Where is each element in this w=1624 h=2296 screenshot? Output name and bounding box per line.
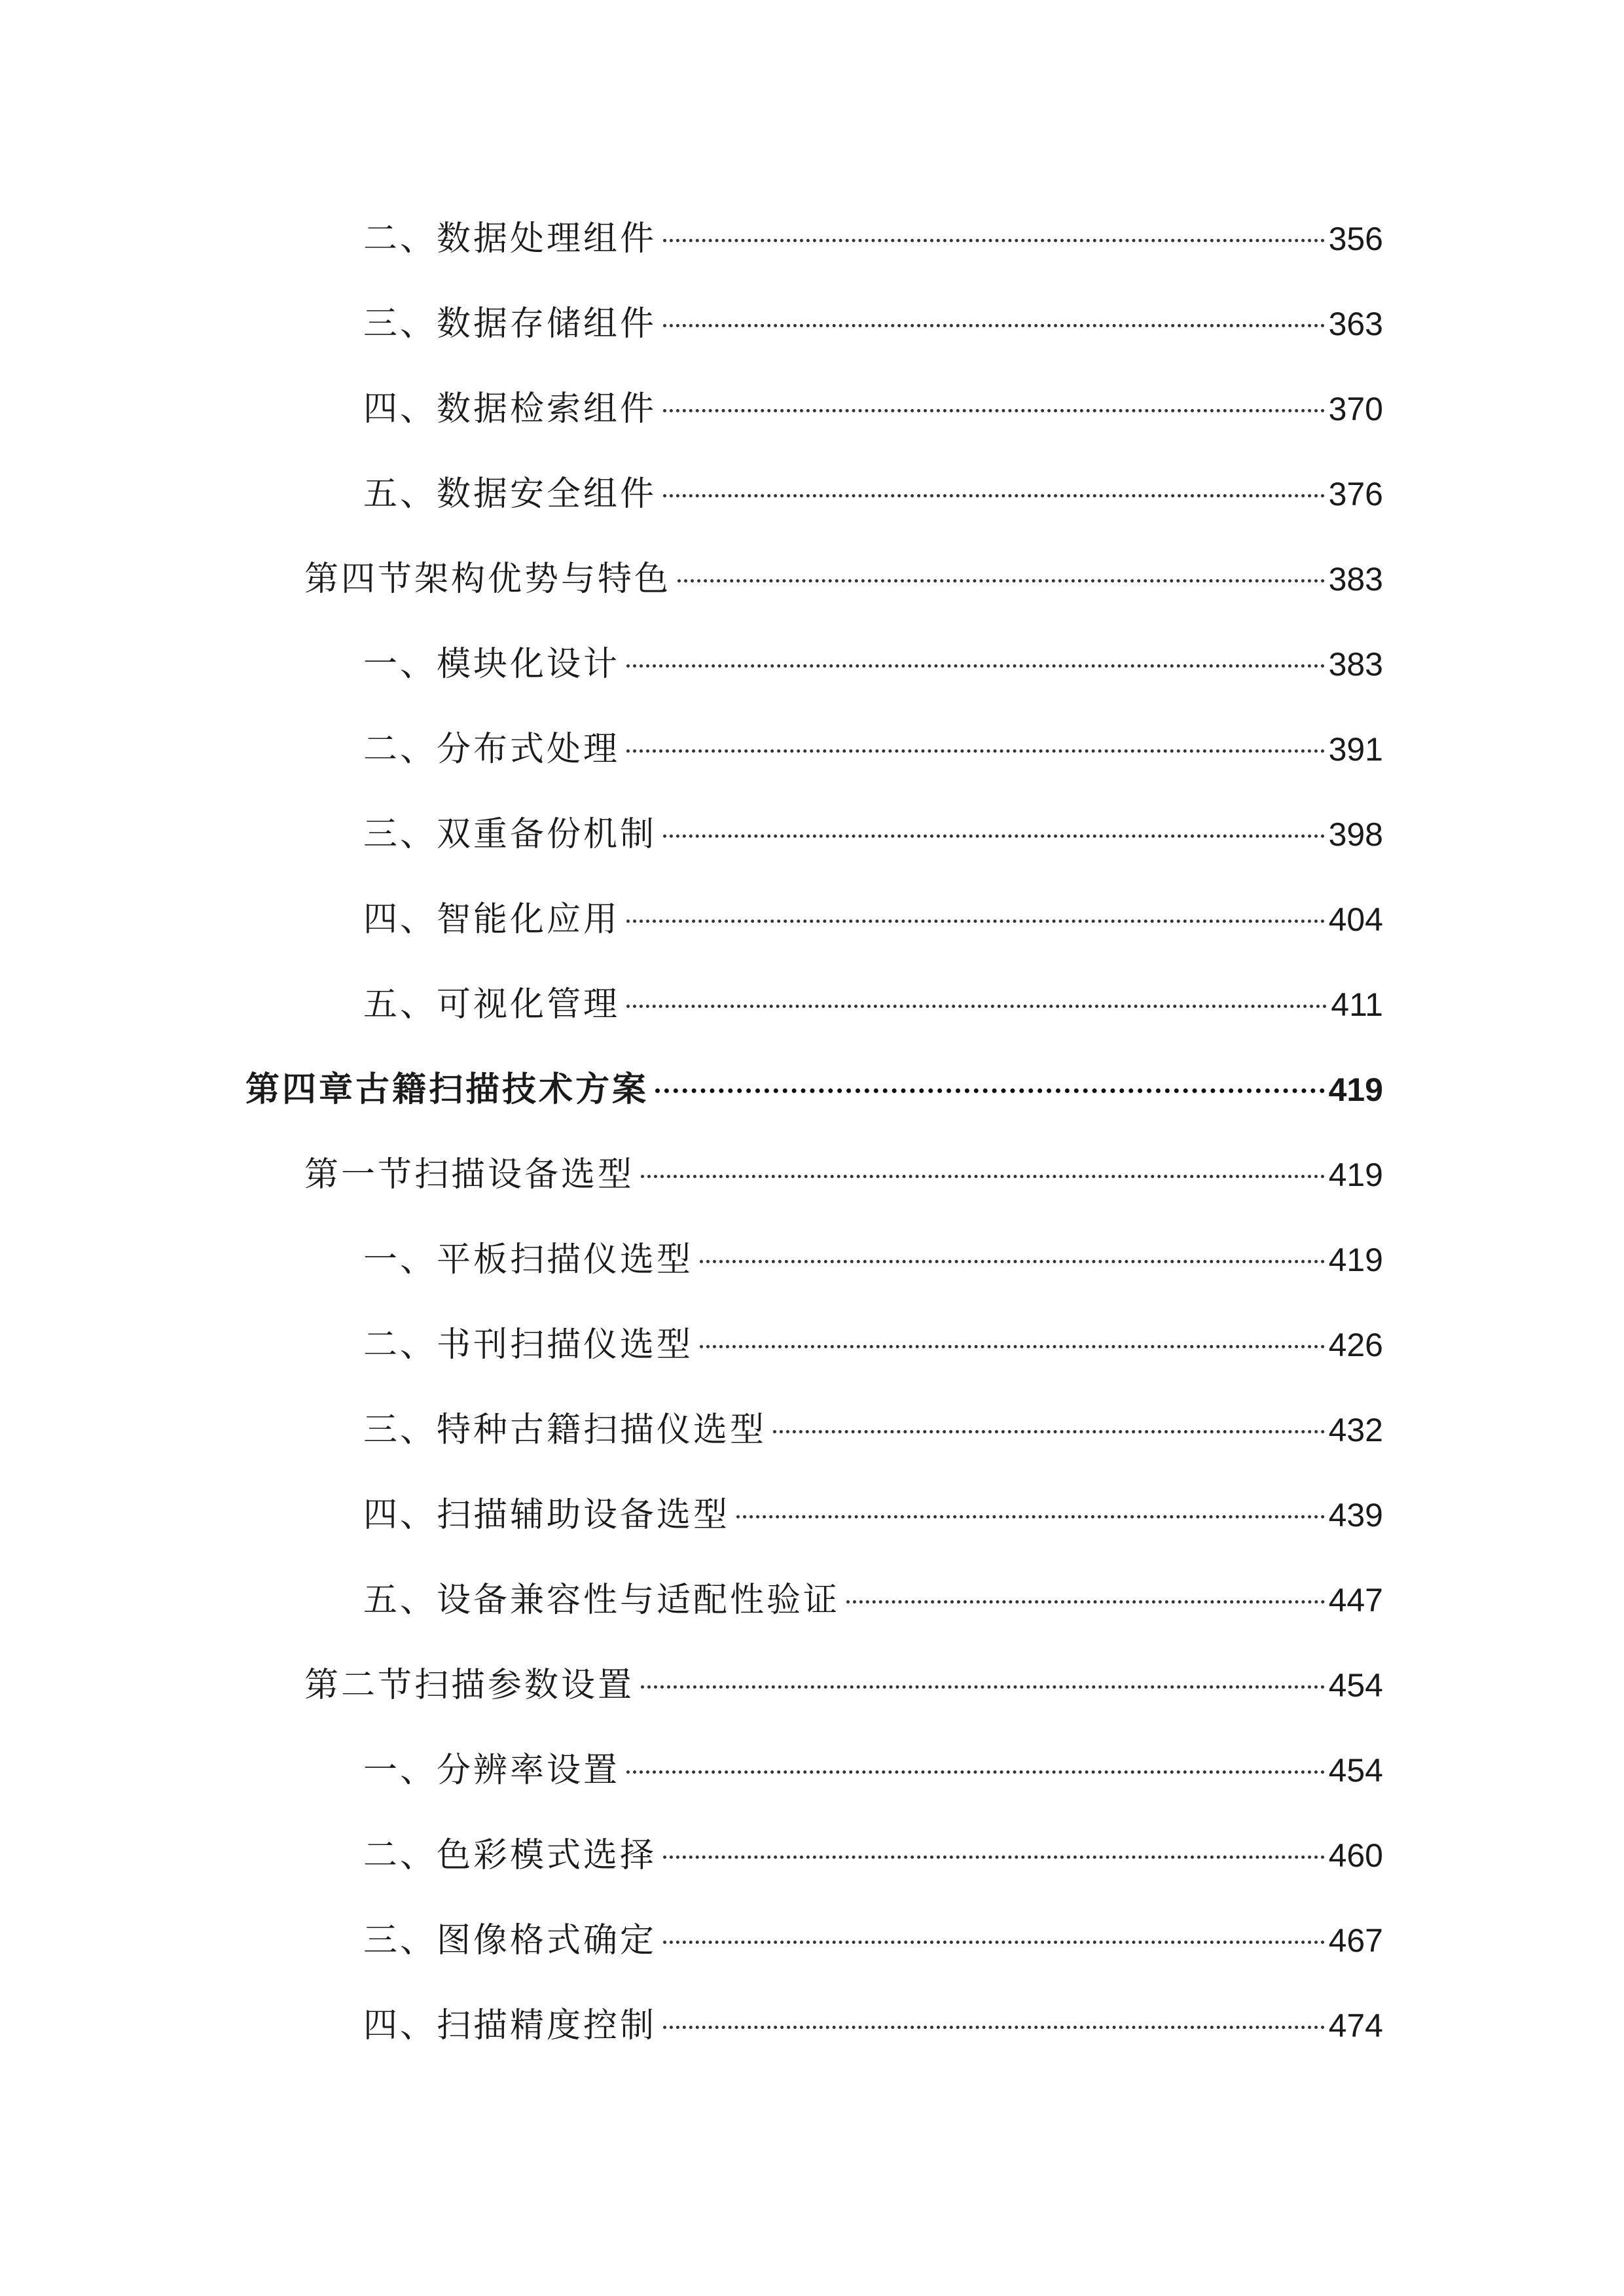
toc-entry-page: 454 [1328, 1667, 1383, 1704]
toc-dot-leader [663, 2026, 1325, 2029]
toc-entry-title: 四、数据检索组件 [363, 389, 657, 429]
toc-entry-title: 三、双重备份机制 [363, 815, 657, 854]
toc-entry-page: 383 [1328, 561, 1383, 598]
toc-dot-leader [655, 1088, 1325, 1093]
toc-entry-title: 三、特种古籍扫描仪选型 [363, 1410, 767, 1450]
toc-entry[interactable] [363, 1914, 1383, 1967]
toc-entry-page: 426 [1328, 1327, 1383, 1363]
toc-entry[interactable] [363, 468, 1383, 520]
toc-entry[interactable] [363, 298, 1383, 350]
toc-entry-title: 三、数据存储组件 [363, 304, 657, 344]
toc-entry-title: 二、分布式处理 [363, 730, 621, 769]
toc-entry-title: 二、书刊扫描仪选型 [363, 1325, 694, 1365]
toc-entry-title: 三、图像格式确定 [363, 1921, 657, 1960]
toc-dot-leader [626, 749, 1325, 753]
toc-entry-page: 474 [1328, 2007, 1383, 2044]
toc-entry-title: 四、扫描辅助设备选型 [363, 1496, 731, 1535]
toc-entry[interactable] [363, 1234, 1383, 1286]
toc-entry-title: 五、设备兼容性与适配性验证 [363, 1581, 840, 1620]
toc-entry[interactable] [363, 723, 1383, 776]
toc-dot-leader [773, 1430, 1325, 1433]
toc-dot-leader [846, 1600, 1325, 1604]
toc-entry-title: 第一节扫描设备选型 [304, 1155, 635, 1194]
toc-section-entry[interactable] [304, 1149, 1383, 1201]
toc-dot-leader [663, 409, 1325, 412]
toc-entry-page: 432 [1328, 1412, 1383, 1448]
toc-dot-leader [626, 920, 1325, 923]
toc-entry-page: 370 [1328, 391, 1383, 427]
toc-entry-title: 第四章古籍扫描技术方案 [245, 1069, 649, 1109]
toc-section-entry[interactable] [304, 1659, 1383, 1712]
toc-entry[interactable] [363, 893, 1383, 946]
toc-entry-page: 391 [1328, 731, 1383, 768]
toc-dot-leader [626, 664, 1325, 668]
toc-dot-leader [663, 239, 1325, 242]
toc-entry-page: 439 [1328, 1497, 1383, 1534]
toc-entry-title: 四、智能化应用 [363, 900, 621, 939]
toc-entry[interactable] [363, 1404, 1383, 1456]
toc-entry-page: 419 [1328, 1071, 1383, 1108]
toc-dot-leader [663, 834, 1325, 838]
toc-entry-page: 398 [1328, 816, 1383, 853]
toc-entry[interactable] [363, 1829, 1383, 1882]
toc-entry-title: 五、可视化管理 [363, 985, 621, 1024]
toc-dot-leader [663, 494, 1325, 497]
toc-dot-leader [736, 1515, 1325, 1518]
toc-entry-page: 454 [1328, 1752, 1383, 1789]
toc-dot-leader [641, 1685, 1325, 1689]
toc-entry[interactable] [363, 1744, 1383, 1797]
toc-dot-leader [641, 1175, 1325, 1178]
toc-entry-title: 一、平板扫描仪选型 [363, 1240, 694, 1280]
toc-entry[interactable] [363, 808, 1383, 861]
toc-entry-page: 447 [1328, 1582, 1383, 1619]
toc-entry-page: 376 [1328, 476, 1383, 512]
toc-entry[interactable] [363, 383, 1383, 435]
toc-entry-title: 二、数据处理组件 [363, 219, 657, 259]
toc-entry-title: 第二节扫描参数设置 [304, 1666, 635, 1705]
toc-entry-page: 460 [1328, 1837, 1383, 1874]
toc-dot-leader [663, 324, 1325, 327]
toc-entry-page: 467 [1328, 1922, 1383, 1959]
toc-entry[interactable] [363, 1574, 1383, 1626]
toc-entry-page: 404 [1328, 901, 1383, 938]
toc-entry-title: 一、分辨率设置 [363, 1751, 621, 1790]
toc-entry-page: 383 [1328, 646, 1383, 683]
toc-dot-leader [626, 1770, 1325, 1774]
toc-dot-leader [663, 1856, 1325, 1859]
toc-dot-leader [626, 1005, 1327, 1008]
toc-dot-leader [700, 1260, 1325, 1263]
toc-entry[interactable] [363, 978, 1383, 1031]
toc-entry[interactable] [363, 1319, 1383, 1371]
toc-entry-title: 一、模块化设计 [363, 645, 621, 684]
toc-entry-title: 五、数据安全组件 [363, 475, 657, 514]
toc-entry[interactable] [363, 1489, 1383, 1541]
toc-entry[interactable] [363, 213, 1383, 265]
toc-dot-leader [700, 1345, 1325, 1348]
toc-entry-page: 411 [1331, 986, 1383, 1023]
toc-entry-page: 363 [1328, 306, 1383, 342]
toc-entry-page: 419 [1328, 1242, 1383, 1278]
toc-entry[interactable] [363, 2000, 1383, 2052]
toc-entry-page: 356 [1328, 221, 1383, 257]
toc-entry-page: 419 [1328, 1157, 1383, 1193]
toc-dot-leader [663, 1941, 1325, 1944]
toc-chapter-entry[interactable] [245, 1064, 1383, 1116]
toc-entry[interactable] [363, 638, 1383, 691]
toc-entry-title: 四、扫描精度控制 [363, 2006, 657, 2045]
toc-entry-title: 二、色彩模式选择 [363, 1836, 657, 1875]
toc-dot-leader [677, 579, 1325, 583]
toc-section-entry[interactable] [304, 553, 1383, 605]
toc-entry-title: 第四节架构优势与特色 [304, 560, 672, 599]
